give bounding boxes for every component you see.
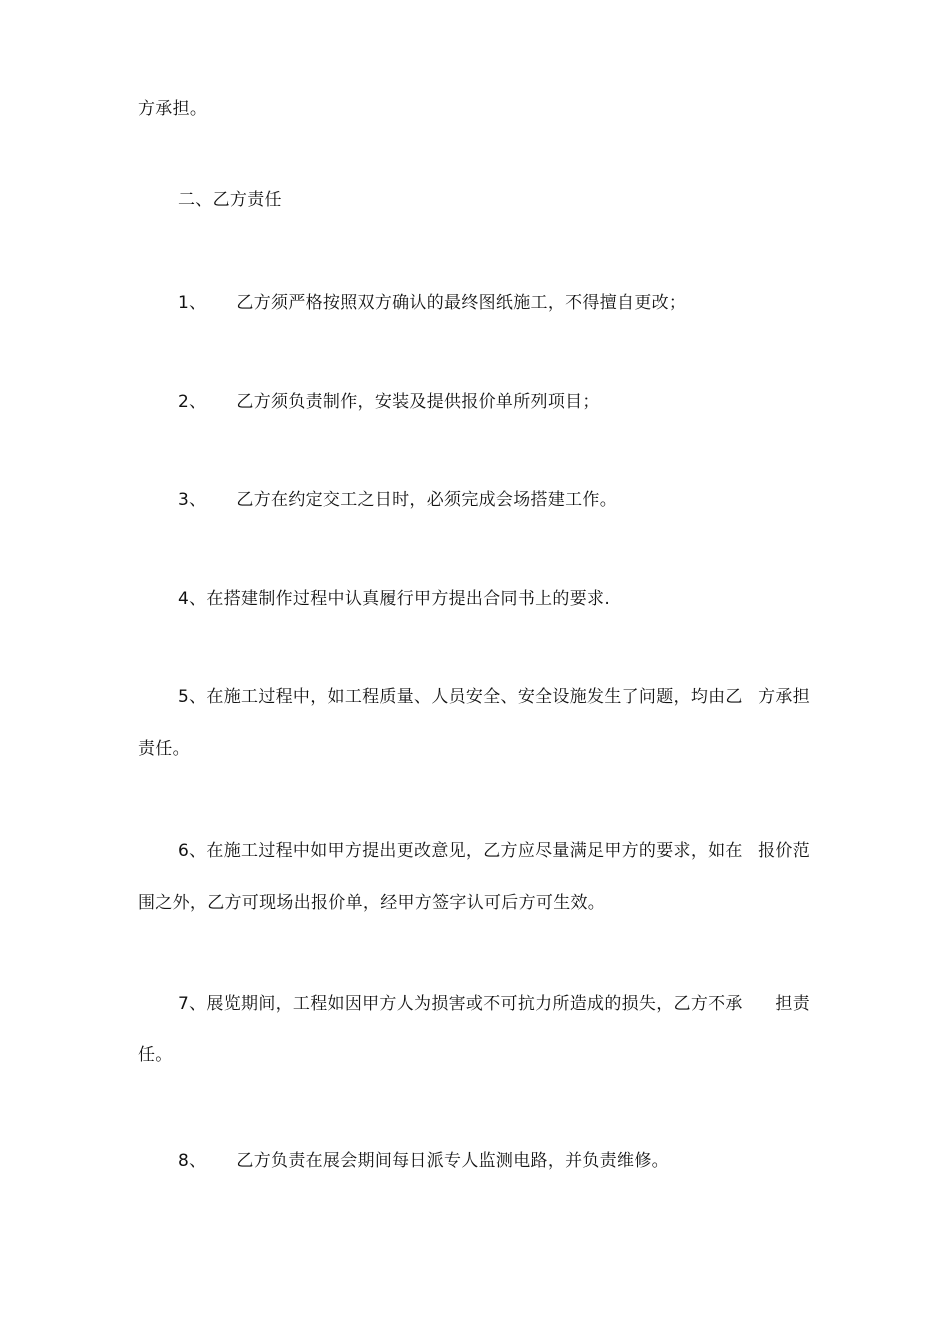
item-text: 乙方须严格按照双方确认的最终图纸施工，不得擅自更改；: [236, 293, 687, 313]
list-item: [138, 996, 810, 1013]
list-item: [178, 1153, 669, 1170]
item-continuation: 任。: [138, 1045, 173, 1065]
item-continuation: 责任。: [138, 739, 190, 759]
list-item: [178, 492, 617, 509]
item-number: 3、: [178, 490, 207, 510]
item-text: 在施工过程中，如工程质量、人员安全、安全设施发生了问题，均由乙: [206, 687, 743, 707]
item-number: 1、: [178, 293, 207, 313]
item-text: 展览期间，工程如因甲方人为损害或不可抗力所造成的损失，乙方不承: [206, 994, 743, 1014]
item-text: 乙方在约定交工之日时，必须完成会场搭建工作。: [236, 490, 618, 510]
item-text: 在施工过程中如甲方提出更改意见，乙方应尽量满足甲方的要求，如在: [206, 841, 743, 861]
item-text-tail: 方承担: [758, 687, 810, 707]
item-number: 7、: [178, 994, 207, 1014]
item-text-tail: 担责: [775, 994, 810, 1014]
item-text: 乙方负责在展会期间每日派专人监测电路，并负责维修。: [236, 1151, 669, 1171]
item-number: 6、: [178, 841, 207, 861]
item-number: 2、: [178, 392, 207, 412]
item-number: 5、: [178, 687, 207, 707]
item-text: 在搭建制作过程中认真履行甲方提出合同书上的要求.: [206, 589, 611, 609]
continuation-text: 方承担。: [138, 99, 208, 119]
item-text-tail: 报价范: [758, 841, 810, 861]
list-item: [178, 295, 686, 312]
item-number: 4、: [178, 589, 207, 609]
list-item: [138, 689, 810, 706]
list-item: [138, 843, 810, 860]
item-text: 乙方须负责制作，安装及提供报价单所列项目；: [236, 392, 600, 412]
list-item: [178, 591, 610, 608]
item-number: 8、: [178, 1151, 207, 1171]
list-item: [178, 394, 600, 411]
item-continuation: 围之外，乙方可现场出报价单，经甲方签字认可后方可生效。: [138, 893, 606, 913]
section-heading: 二、乙方责任: [178, 190, 282, 210]
